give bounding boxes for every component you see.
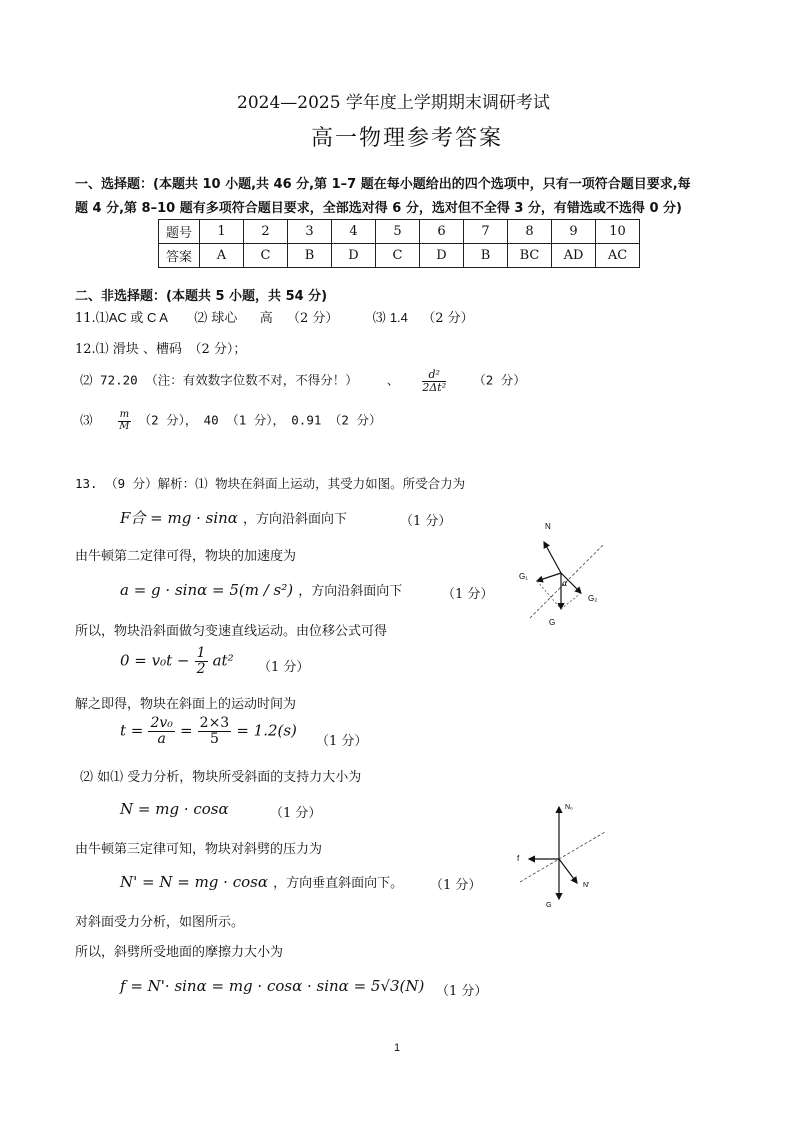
q11-num: 11.: [75, 311, 96, 326]
label-g1: G₁: [519, 572, 528, 581]
normal-force-arrow: [544, 542, 561, 573]
q13-eq4-row: [120, 716, 297, 746]
q13-eq4-mid: =: [180, 721, 193, 740]
q13-text2: 所以，物块沿斜面做匀变速直线运动。由位移公式可得: [75, 624, 388, 639]
q11-p1-mark: ⑴: [95, 311, 109, 326]
q11-p2-score: （2 分）: [286, 311, 339, 326]
component-dash-line: [537, 581, 561, 609]
fraction-denominator: M: [119, 420, 130, 432]
q12-l3-mark: ⑶: [80, 412, 93, 428]
q13-eq1-score: （1 分）: [400, 514, 452, 529]
table-cell: AD: [552, 244, 596, 268]
pressure-force-arrow: [559, 859, 577, 883]
table-cell: 7: [464, 220, 508, 244]
q13-eq3-right: at²: [212, 651, 234, 670]
table-cell: 8: [508, 220, 552, 244]
table-row-numbers: [159, 220, 640, 244]
fraction-numerator: 1: [196, 645, 206, 661]
q13-eq4-right: = 1.2(s): [236, 721, 297, 740]
fraction-numerator: 2×3: [199, 715, 230, 731]
q13-text7: 所以，斜劈所受地面的摩擦力大小为: [75, 945, 284, 960]
q13-eq4-fraction-2: [198, 716, 232, 746]
q13-eq2-row: [120, 580, 402, 599]
table-cell: 10: [596, 220, 640, 244]
label-f: f: [517, 854, 520, 863]
label-g: G: [549, 618, 556, 627]
section1-line1: 一、选择题：(本题共 10 小题,共 46 分,第 1–7 题在每小题给出的四个选项中，只有一项符合题目要求,每: [75, 177, 691, 192]
g1-component-arrow: [537, 573, 561, 581]
q11-line: [75, 307, 474, 326]
q13-intro: 13. （9 分）解析：⑴ 物块在斜面上运动，其受力如图。所受合力为: [75, 476, 466, 491]
label-n: N: [545, 522, 551, 531]
q12-l2-sep: 、: [386, 372, 400, 388]
fraction-denominator: 2: [196, 660, 206, 677]
table-cell: 6: [420, 220, 464, 244]
q11-p3-answer: 1.4: [389, 310, 408, 325]
q13-eq2: a = g · sinα = 5(m / s²): [120, 581, 294, 599]
q13-eq2-score: （1 分）: [442, 587, 494, 602]
q13-eq3-row: [120, 646, 234, 676]
table-cell: D: [332, 244, 376, 268]
q12-line1: 12.⑴ 滑块 、槽码 （2 分）；: [75, 342, 247, 357]
page-number: 1: [394, 1042, 401, 1054]
page-subtitle: 高一物理参考答案: [311, 126, 504, 151]
table-cell: 4: [332, 220, 376, 244]
q12-line3: [80, 410, 381, 432]
q13-eq3-fraction: [195, 646, 208, 676]
q11-p1-answer: AC 或 C A: [108, 310, 168, 325]
table-cell: 3: [288, 220, 332, 244]
q13-eq7: f = N'· sinα = mg · cosα · sinα = 5√3(N): [120, 977, 425, 995]
q13-eq5: N = mg · cosα: [120, 800, 229, 818]
table-cell: 1: [200, 220, 244, 244]
q13-part2: ⑵ 如⑴ 受力分析，物块所受斜面的支持力大小为: [80, 770, 362, 785]
q11-p3-score: （2 分）: [422, 311, 474, 326]
table-header-number: 题号: [159, 220, 200, 244]
q13-text3: 解之即得，物块在斜面上的运动时间为: [75, 697, 297, 712]
exam-title: 2024—2025 学年度上学期期末调研考试: [237, 93, 550, 113]
fraction-numerator: m: [119, 409, 130, 420]
table-cell: C: [376, 244, 420, 268]
q13-eq3-score: （1 分）: [258, 660, 310, 675]
q13-eq4-score: （1 分）: [316, 734, 368, 749]
q11-p3-mark: ⑶: [372, 311, 386, 326]
fraction-denominator: 2Δt²: [422, 380, 447, 394]
table-cell: 5: [376, 220, 420, 244]
q12-l3-text: （2 分）， 40 （1 分）， 0.91 （2 分）: [138, 412, 382, 428]
table-cell: D: [420, 244, 464, 268]
q12-l2-score: （2 分）: [473, 372, 526, 388]
label-alpha: α: [562, 579, 568, 588]
table-cell: A: [200, 244, 244, 268]
fraction-numerator: d²: [422, 369, 446, 382]
label-n0: N₀: [565, 804, 573, 811]
fraction-denominator: a: [157, 730, 166, 747]
table-cell: BC: [508, 244, 552, 268]
answer-table: [158, 219, 640, 268]
force-diagram-block: [500, 515, 610, 630]
q13-eq5-score: （1 分）: [270, 806, 322, 821]
q12-l2-mark: ⑵: [80, 372, 93, 388]
table-cell: 9: [552, 220, 596, 244]
fraction-denominator: 5: [209, 730, 219, 747]
q13-eq1: F合 = mg · sinα: [120, 509, 238, 527]
label-g2: G₂: [588, 594, 598, 603]
table-cell: B: [464, 244, 508, 268]
q13-eq6-row: [120, 872, 403, 891]
table-cell: AC: [596, 244, 640, 268]
label-g: G: [546, 902, 552, 909]
q13-eq4-fraction-1: [148, 716, 174, 746]
table-cell: 2: [244, 220, 288, 244]
q12-l2-fraction: [422, 369, 446, 393]
component-dash-line: [561, 593, 581, 609]
q13-eq1-note: ，方向沿斜面向下: [243, 512, 348, 527]
table-row-answers: [159, 244, 640, 268]
table-header-answer: 答案: [159, 244, 200, 268]
q13-eq6-score: （1 分）: [430, 878, 482, 893]
incline-surface-line: [520, 832, 605, 882]
q13-eq6-note: ，方向垂直斜面向下。: [273, 876, 404, 891]
q13-eq1-row: [120, 507, 347, 528]
force-diagram-wedge: [505, 797, 615, 912]
q13-eq2-note: ，方向沿斜面向下: [298, 584, 403, 599]
q13-eq7-score: （1 分）: [436, 984, 488, 999]
q12-l3-fraction: [118, 410, 131, 432]
q11-p2-answer: 球心: [211, 311, 238, 326]
q12-l2-text: 72.20 （注：有效数字位数不对，不得分！）: [100, 372, 358, 388]
table-cell: C: [244, 244, 288, 268]
q11-p2-mark: ⑵: [194, 311, 208, 326]
q11-p2-answer-b: 高: [259, 311, 273, 326]
q13-eq3-left: 0 = v₀t −: [120, 651, 190, 670]
q13-eq6: N' = N = mg · cosα: [120, 873, 268, 891]
q13-text1: 由牛顿第二定律可得，物块的加速度为: [75, 549, 297, 564]
table-cell: B: [288, 244, 332, 268]
label-n-prime: N': [583, 882, 590, 889]
section1-line2: 题 4 分,第 8–10 题有多项符合题目要求，全部选对得 6 分，选对但不全得 3 分，有错选或不选得 0 分): [75, 201, 682, 216]
q13-text6: 对斜面受力分析，如图所示。: [75, 915, 245, 930]
q13-text5: 由牛顿第三定律可知，物块对斜劈的压力为: [75, 842, 323, 857]
section2-heading: 二、非选择题：(本题共 5 小题，共 54 分): [75, 289, 328, 304]
q12-line2: [80, 369, 526, 393]
fraction-numerator: 2v₀: [150, 715, 173, 731]
q13-eq4-left: t =: [120, 721, 144, 740]
